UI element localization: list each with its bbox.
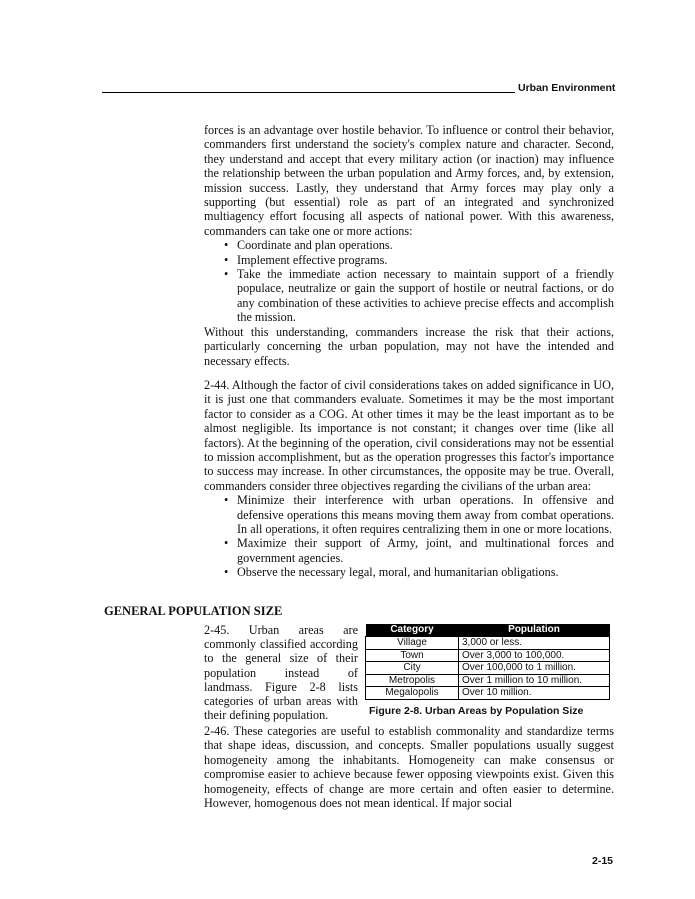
- population-cell: Over 10 million.: [459, 687, 610, 700]
- list-item: • Take the immediate action necessary to maintain support of a friendly populace, neutralize or gain the support of hostile or neutral factions, or do any combination of these activities to achieve precise effects and accomplish the mission.: [237, 267, 614, 325]
- figure-caption: Figure 2-8. Urban Areas by Population Size: [369, 705, 584, 717]
- population-table: [365, 624, 610, 700]
- running-header: Urban Environment: [518, 82, 616, 94]
- paragraph-2-44: 2-44. Although the factor of civil considerations takes on added significance in UO, it is just one that commanders evaluate. Sometimes it may be the most important factor to consider as a COG. At other times it may be the least important as to be almost negligible. Its importance is not constant; it changes over time (like all factors). At the beginning of the operation, civil considerations may not be essential to mission accomplishment, but as the operation progresses this factor's importance to success may increase. In other circumstances, the opposite may be true. Overall, commanders consider three objectives regarding the civilians of the urban area:: [204, 377, 614, 493]
- column-header-category: Category: [366, 624, 459, 637]
- column-header-population: Population: [459, 624, 610, 637]
- category-cell: Town: [366, 649, 459, 662]
- category-cell: City: [366, 662, 459, 675]
- list-item: • Minimize their interference with urban operations. In offensive and defensive operations this means moving them away from combat operations. In all operations, it often requires centralizing them in one or more locations.: [237, 493, 614, 536]
- paragraph-2-46: 2-46. These categories are useful to establish commonality and standardize terms that shape ideas, discussion, and concepts. Smaller populations usually suggest homogeneity among the inhabitants. Homogeneity can make consensus or compromise easier to achieve because fewer opposing viewpoints exist. Given this homogeneity, effects of change are more certain and often easier to determine. However, homogenous does not mean identical. If major social: [204, 724, 614, 811]
- category-cell: Metropolis: [366, 674, 459, 687]
- section-heading: GENERAL POPULATION SIZE: [104, 604, 283, 618]
- table-row: [366, 649, 610, 662]
- table-row: [366, 637, 610, 650]
- population-cell: Over 1 million to 10 million.: [459, 674, 610, 687]
- table-row: [366, 662, 610, 675]
- category-cell: Megalopolis: [366, 687, 459, 700]
- list-item: • Maximize their support of Army, joint, and multinational forces and government agencies.: [237, 536, 614, 565]
- table-row: [366, 674, 610, 687]
- paragraph-2-45: 2-45. Urban areas are commonly classified according to the general size of their population instead of landmass. Figure 2-8 lists categories of urban areas with their defining population.: [204, 623, 358, 723]
- table-header-row: [366, 624, 610, 637]
- category-cell: Village: [366, 637, 459, 650]
- objectives-bullet-list: [204, 493, 614, 579]
- list-item: • Implement effective programs.: [237, 253, 614, 267]
- page-number: 2-15: [592, 855, 614, 867]
- body-column: [204, 123, 614, 580]
- table-row: [366, 687, 610, 700]
- list-item: • Coordinate and plan operations.: [237, 238, 614, 252]
- intro-bullet-list: [204, 238, 614, 324]
- intro-paragraph: forces is an advantage over hostile behavior. To influence or control their behavior, commanders first understand the society's complex nature and character. Second, they understand and accept that every military action (or inaction) may influence the relationship between the urban population and Army forces, and, by extension, mission success. Lastly, they understand that Army forces may play only a supporting (but essential) role as part of an integrated and synchronized multiagency effort focusing all aspects of national power. With this awareness, commanders can take one or more actions:: [204, 123, 614, 238]
- header-rule: [102, 92, 515, 93]
- list-item: • Observe the necessary legal, moral, and humanitarian obligations.: [237, 565, 614, 579]
- paragraph-2-45-block: [204, 623, 358, 722]
- population-cell: Over 100,000 to 1 million.: [459, 662, 610, 675]
- intro-closing-paragraph: Without this understanding, commanders increase the risk that their actions, particularly concerning the urban population, may not have the intended and necessary effects.: [204, 324, 614, 368]
- population-cell: Over 3,000 to 100,000.: [459, 649, 610, 662]
- population-cell: 3,000 or less.: [459, 637, 610, 650]
- paragraph-2-46-block: [204, 724, 614, 810]
